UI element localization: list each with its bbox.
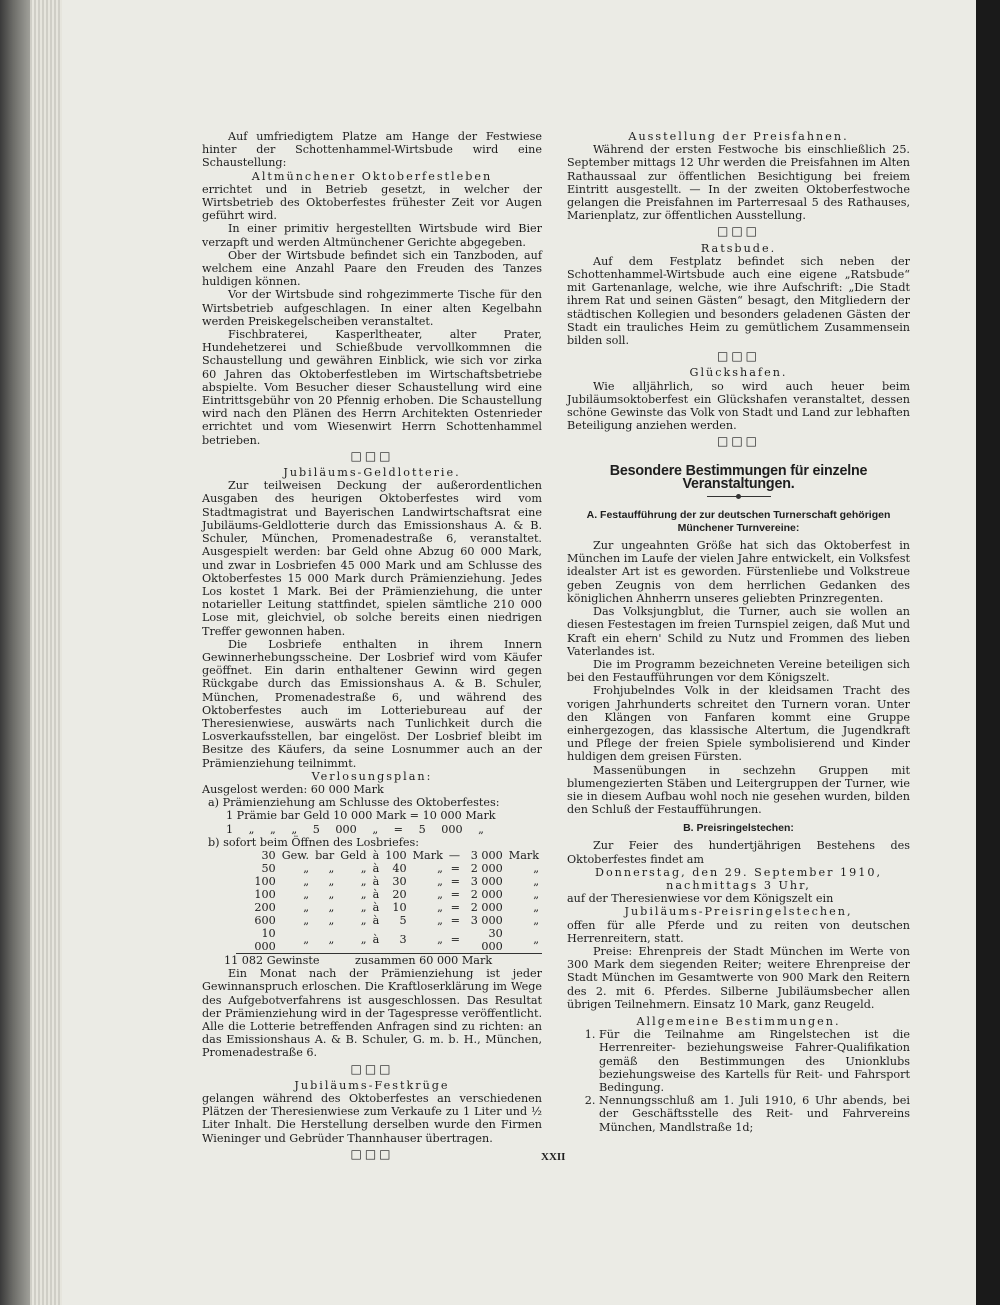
- main-heading: Besondere Bestimmungen für einzelne Veranstaltungen.: [609, 462, 868, 492]
- event-time: nachmittags 3 Uhr,: [666, 878, 811, 892]
- paragraph: Ein Monat nach der Prämienziehung ist jeder Gewinnanspruch erloschen. Die Kraftloserklärung im Wege des Aufgebotverfahrens ist ausgeschlossen. Das Resultat der Prämienziehung wird in der Tagespresse veröffentlicht. Alle die Lotterie betreffenden Anfragen sind zu richten: an das Emissionshaus A. & B. Schuler, G. m. b. H., München, Promenadestraße 6.: [202, 967, 542, 1060]
- table-cell: „: [437, 861, 443, 875]
- table-cell: „: [360, 887, 367, 901]
- separator-squares: □□□: [350, 1061, 394, 1076]
- table-cell: „: [437, 874, 443, 888]
- table-cell: „: [360, 900, 367, 914]
- table-cell: „: [303, 913, 310, 927]
- subheading-a: A. Festaufführung der zur deutschen Turnerschaft gehörigen Münchener Turnvereine:: [586, 509, 891, 535]
- table-cell: „: [328, 887, 335, 901]
- table-cell: —: [448, 848, 461, 862]
- paragraph: Während der ersten Festwoche bis einschließlich 25. September mittags 12 Uhr werden die Preisfahnen im Alten Rathaussaal zur öffentlichen Besichtigung bei freiem Eintritt ausgestellt. — In der zweiten Oktoberfestwoche gelangen die Preisfahnen im Parterresaal 5 des Rathauses, Marienplatz, zur öffentlichen Ausstellung.: [567, 143, 910, 223]
- table-cell: 5: [399, 913, 407, 927]
- right-column: [567, 130, 910, 1134]
- table-cell: „: [303, 861, 310, 875]
- table-cell: Geld: [340, 848, 367, 862]
- paragraph: Zur ungeahnten Größe hat sich das Oktoberfest in München im Laufe der vielen Jahre entwickelt, ein Volksfest idealster Art ist es geworden. Fürstenliebe und Volkstreue geben Zeugnis von dem herrlichen Gedanken des königlichen Ahnherrn unseres geliebten Prinzregenten.: [567, 539, 910, 605]
- paragraph: In einer primitiv hergestellten Wirtsbude wird Bier verzapft und werden Altmünchener Gerichte abgegeben.: [202, 222, 542, 249]
- plan-line: Ausgelost werden: 60 000 Mark: [202, 782, 384, 796]
- section-title: Glückshafen.: [689, 366, 788, 380]
- section-title: Jubiläums-Geldlotterie.: [283, 466, 461, 480]
- table-cell: 100: [254, 887, 276, 901]
- paragraph: Die im Programm bezeichneten Vereine beteiligen sich bei den Festaufführungen vor dem Königszelt.: [567, 657, 910, 685]
- paragraph: Preise: Ehrenpreis der Stadt München im Werte von 300 Mark dem siegenden Reiter; weitere Ehrenpreise der Stadt München im Gesamtwerte von 900 Mark den Reitern des 2. mit 6. Pferdes. Silberne Jubiläumsbecher allen übrigen Teilnehmern. Einsatz 10 Mark, ganz Reugeld.: [567, 944, 910, 1011]
- event-name: Jubiläums-Preisringelstechen,: [624, 905, 853, 919]
- table-row: [236, 927, 542, 954]
- table-cell: 3: [382, 927, 409, 954]
- section-title: Jubiläums-Festkrüge: [294, 1078, 450, 1092]
- table-cell: =: [446, 927, 463, 954]
- event-date: Donnerstag, den 29. September 1910,: [594, 865, 883, 879]
- paragraph: Frohjubelndes Volk in der kleidsamen Tracht des vorigen Jahrhunderts schreitet den Turnern voran. Unter den Klängen von Fanfaren kommt eine Gruppe einhergezogen, das klassische Altertum, die Jugendkraft und Pflege der freien Spiele symbolisierend und Kinder huldigen dem greisen Fürsten.: [567, 684, 910, 764]
- paragraph: Zur Feier des hundertjährigen Bestehens des Oktoberfestes findet am: [567, 839, 910, 866]
- paragraph: Zur teilweisen Deckung der außerordentlichen Ausgaben des heurigen Oktoberfestes wird vom Stadtmagistrat und Bayerischen Landwirtschaftsrat eine Jubiläums-Geldlotterie durch das Emissionshaus A. & B. Schuler, München, Promenadestraße 6, veranstaltet. Ausgespielt werden: bar Geld ohne Abzug 60 000 Mark, und zwar in Losbriefen 45 000 Mark und am Schlusse des Oktoberfestes 15 000 Mark durch Prämienziehung. Jedes Los kostet 1 Mark. Bei der Prämienziehung, die unter notarieller Leitung stattfindet, spielen sämtliche 210 000 Lose mit, gleichviel, ob solche bereits einen niedrigen Treffer gewonnen haben.: [202, 479, 542, 638]
- paragraph: Ober der Wirtsbude befindet sich ein Tanzboden, auf welchem eine Anzahl Paare den Freuden des Tanzes huldigen können.: [202, 248, 542, 289]
- section-title: Allgemeine Bestimmungen.: [636, 1014, 841, 1028]
- page-stack-edges: [30, 0, 64, 1305]
- paragraph: errichtet und in Betrieb gesetzt, in welcher der Wirtsbetrieb des Oktoberfestes frühester Zeit vor Augen geführt wird.: [202, 182, 542, 223]
- separator-squares: □□□: [716, 434, 760, 449]
- table-cell: „: [533, 900, 539, 914]
- paragraph: Auf dem Festplatz befindet sich neben der Schottenhammel-Wirtsbude auch eine eigene „Ratsbude“ mit Gartenanlage, welche, wie ihre Aufschrift: „Die Stadt ihrem Rat und seinen Gästen“ besagt, den Mitgliedern der städtischen Kollegien und besonders geladenen Gästen der Stadt ein trauliches Heim zu gemütlichem Zusammensein bilden soll.: [567, 254, 910, 348]
- table-cell: „: [303, 900, 310, 914]
- plan-line: 1 Prämie bar Geld 10 000 Mark = 10 000 Mark: [226, 809, 496, 823]
- rules-list: [567, 1028, 910, 1134]
- table-cell: „: [533, 913, 539, 927]
- paragraph: Auf umfriedigtem Platze am Hange der Festwiese hinter der Schottenhammel-Wirtsbude wird eine Schaustellung:: [202, 130, 542, 170]
- table-cell: 2 000: [470, 887, 503, 901]
- table-cell: 100: [254, 874, 276, 888]
- left-column: [202, 130, 542, 1164]
- table-cell: 10: [392, 900, 407, 914]
- table-cell: „: [410, 927, 446, 954]
- table-cell: 2 000: [470, 900, 503, 914]
- section-title: Verlosungsplan:: [311, 769, 433, 783]
- plan-line: a) Prämienziehung am Schlusse des Oktoberfestes:: [208, 796, 500, 810]
- spaced-title: Altmünchener Oktoberfestleben: [251, 169, 493, 183]
- table-cell: „: [437, 913, 443, 927]
- table-cell: „: [279, 927, 312, 954]
- table-row: [236, 849, 542, 862]
- table-cell: à: [370, 927, 383, 954]
- table-cell: Gew.: [281, 848, 310, 862]
- table-cell: =: [450, 913, 461, 927]
- paragraph: auf der Theresienwiese vor dem Königszelt ein: [567, 892, 834, 906]
- section-title: Ratsbude.: [700, 241, 777, 255]
- table-cell: Mark: [412, 848, 443, 862]
- table-row: [236, 875, 542, 888]
- table-cell: 50: [261, 861, 276, 875]
- table-cell: 30: [261, 848, 276, 862]
- table-cell: à: [372, 861, 380, 875]
- separator-squares: □□□: [716, 224, 760, 239]
- table-cell: =: [450, 861, 461, 875]
- table-cell: =: [450, 887, 461, 901]
- paragraph: Massenübungen in sechzehn Gruppen mit blumengezierten Stäben und Leitergruppen der Turner, wie sie in diesem Aufbau wohl noch nie gesehen wurden, bilden den Schluß der Festaufführungen.: [567, 763, 910, 817]
- table-cell: 10 000: [236, 927, 279, 954]
- table-cell: à: [372, 848, 380, 862]
- subheading-b: B. Preisringelstechen:: [683, 822, 794, 835]
- table-cell: 3 000: [470, 874, 503, 888]
- table-cell: 100: [385, 848, 407, 862]
- table-cell: „: [303, 887, 310, 901]
- table-cell: 200: [254, 900, 276, 914]
- table-cell: „: [533, 874, 539, 888]
- table-cell: „: [337, 927, 369, 954]
- table-cell: „: [533, 861, 539, 875]
- table-row: [236, 862, 542, 875]
- table-cell: „: [360, 913, 367, 927]
- separator-squares: □□□: [350, 448, 394, 463]
- table-cell: „: [533, 887, 539, 901]
- table-cell: =: [450, 874, 461, 888]
- separator-squares: □□□: [716, 349, 760, 364]
- table-cell: 3 000: [470, 913, 503, 927]
- table-cell: à: [372, 900, 380, 914]
- scan-background: [976, 0, 1000, 1305]
- table-cell: =: [450, 900, 461, 914]
- table-cell: „: [437, 887, 443, 901]
- table-cell: „: [328, 861, 335, 875]
- table-cell: 3 000: [470, 848, 503, 862]
- table-cell: Mark: [508, 848, 539, 862]
- table-cell: 30 000: [463, 927, 506, 954]
- table-cell: 30: [392, 874, 407, 888]
- table-cell: bar: [315, 848, 335, 862]
- plan-line: 1 „ „ „ 5 000 „ = 5 000 „: [226, 822, 484, 836]
- paragraph: Wie alljährlich, so wird auch heuer beim Jubiläumsoktoberfest ein Glückshafen veranstaltet, dessen schöne Gewinste das Volk von Stadt und Land zur lebhaften Beteiligung anziehen werden.: [567, 379, 910, 433]
- paragraph: Vor der Wirtsbude sind rohgezimmerte Tische für den Wirtsbetrieb aufgeschlagen. In einer alten Kegelbahn werden Preiskegelscheiben veranstaltet.: [202, 288, 542, 328]
- table-row: [236, 888, 542, 901]
- lottery-table: [236, 849, 542, 954]
- paragraph: offen für alle Pferde und zu reiten von deutschen Herrenreitern, statt.: [567, 918, 910, 945]
- table-cell: „: [303, 874, 310, 888]
- table-cell: 600: [254, 913, 276, 927]
- paragraph: Fischbraterei, Kasperltheater, alter Prater, Hundehetzerei und Schießbude vervollkommnen die Schaustellung und gewähren Einblick, wie sich vor zirka 60 Jahren das Oktoberfestleben im Wirtschaftsbetriebe abspielte. Vom Besucher dieser Schaustellung wird eine Eintrittsgebühr von 20 Pfennig erhoben. Die Schaustellung wird nach den Plänen des Herrn Architekten Ostenrieder errichtet und vom Wiesenwirt Herrn Schottenhammel betrieben.: [202, 328, 542, 447]
- table-cell: „: [437, 900, 443, 914]
- table-cell: 40: [392, 861, 407, 875]
- section-title: Ausstellung der Preisfahnen.: [628, 130, 849, 143]
- paragraph: Die Losbriefe enthalten in ihrem Innern Gewinnerhebungsscheine. Der Losbrief wird vom Käufer geöffnet. Ein darin enthaltener Gewinn wird gegen Rückgabe durch das Emissionshaus A. & B. Schuler, München, Promenadestraße 6, und während des Oktoberfestes auch im Lotteriebureau auf der Theresienwiese, auswärts nach Tunlichkeit durch die Losverkaufsstellen, bar eingelöst. Der Losbrief bleibt im Besitze des Käufers, da seine Losnummer auch an der Prämienziehung teilnimmt.: [202, 637, 542, 770]
- table-cell: „: [360, 861, 367, 875]
- paragraph: Das Volksjungblut, die Turner, auch sie wollen an diesen Festestagen im freien Turnspiel zeigen, daß Mut und Kraft ein ehern' Schild zu Nutz und Frommen des lieben Vaterlandes ist.: [567, 605, 910, 658]
- table-cell: 2 000: [470, 861, 503, 875]
- list-item: 2. Nennungsschluß am 1. Juli 1910, 6 Uhr abends, bei der Geschäftsstelle des Reit- und Fahrvereins München, Mandlstraße 1d;: [599, 1094, 910, 1134]
- table-cell: à: [372, 913, 380, 927]
- table-cell: „: [506, 927, 542, 954]
- heading-rule: [707, 496, 771, 497]
- list-item: 1. Für die Teilnahme am Ringelstechen ist die Herrenreiter- beziehungsweise Fahrer-Qualifikation gemäß den Bestimmungen des Unionklubs beziehungsweise des Kartells für Reit- und Fahrsport Bedingung.: [599, 1028, 910, 1094]
- paragraph: gelangen während des Oktoberfestes an verschiedenen Plätzen der Theresienwiese zum Verkaufe zu 1 Liter und ½ Liter Inhalt. Die Herstellung derselben wurde den Firmen Wieninger und Gebrüder Thannhauser übertragen.: [202, 1092, 542, 1145]
- table-cell: 20: [392, 887, 407, 901]
- table-cell: à: [372, 887, 380, 901]
- table-cell: „: [328, 874, 335, 888]
- separator-squares: □□□: [350, 1146, 394, 1161]
- plan-line: b) sofort beim Öffnen des Losbriefes:: [208, 835, 420, 849]
- table-row: [236, 914, 542, 927]
- table-cell: „: [312, 927, 337, 954]
- table-row: [236, 901, 542, 914]
- page-number: XXII: [541, 1151, 566, 1163]
- table-cell: „: [328, 913, 335, 927]
- table-cell: „: [328, 900, 335, 914]
- table-cell: „: [360, 874, 367, 888]
- plan-total: 11 082 Gewinste zusammen 60 000 Mark: [224, 953, 493, 967]
- table-cell: à: [372, 874, 380, 888]
